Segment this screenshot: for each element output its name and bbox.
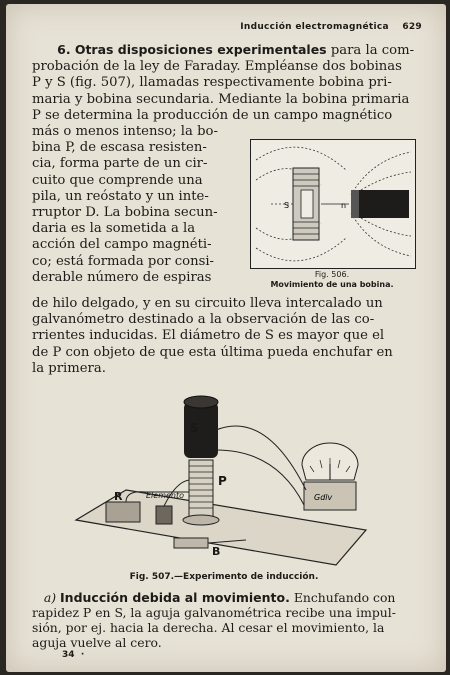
cont-line: la primera. bbox=[32, 360, 106, 376]
header-title: Inducción electromagnética bbox=[240, 22, 389, 32]
page-mark: · bbox=[80, 650, 85, 660]
figure-506-illustration bbox=[250, 139, 416, 269]
fig506-label-s: S bbox=[284, 201, 290, 210]
fig507-label-p: P bbox=[218, 474, 227, 488]
cont-line: rrientes inducidas. El diámetro de S es mayor que el bbox=[32, 328, 385, 344]
intro-line: P y S (fig. 507), llamadas respectivamente bobina pri- bbox=[32, 75, 392, 91]
intro-line: P se determina la producción de un campo magnético bbox=[32, 107, 393, 123]
para-a-heading: Inducción debida al movimiento. bbox=[60, 590, 290, 605]
column-text bbox=[32, 124, 242, 286]
intro-line: probación de la ley de Faraday. Empléanse dos bobinas bbox=[32, 59, 402, 75]
running-header bbox=[230, 22, 422, 32]
intro-line: maria y bobina secundaria. Mediante la bobina primaria bbox=[32, 91, 410, 107]
column-line: pila, un reóstato y un inte- bbox=[32, 188, 209, 204]
para-a-line: a) Inducción debida al movimiento. Enchufando con bbox=[43, 590, 396, 605]
page-number: 34 · bbox=[62, 650, 85, 660]
fig507-label-b: B bbox=[212, 545, 221, 558]
fig507-label-s: S bbox=[190, 421, 199, 435]
fig506-label-n: n bbox=[341, 201, 347, 210]
intro-line: 6. Otras disposiciones experimentales para la com- bbox=[57, 42, 415, 58]
cont-line: de P con objeto de que esta última pueda enchufar en bbox=[32, 344, 393, 360]
figure-506-caption bbox=[244, 270, 420, 290]
section-heading: Otras disposiciones experimentales bbox=[74, 42, 327, 57]
para-a-marker: a) bbox=[43, 590, 57, 605]
column-line: cuito que comprende una bbox=[32, 172, 203, 188]
figure-507-illustration bbox=[66, 390, 376, 570]
column-line: más o menos intenso; la bo- bbox=[32, 124, 218, 139]
column-line: co; está formada por consi- bbox=[32, 253, 215, 269]
column-line: acción del campo magnéti- bbox=[32, 237, 212, 253]
para-a-line: aguja vuelve al cero. bbox=[32, 635, 162, 650]
fig506-caption-number: Fig. 506. bbox=[314, 270, 350, 279]
section-intro bbox=[32, 42, 416, 124]
column-line: derable número de espiras bbox=[32, 269, 212, 285]
column-line: bina P, de escasa resisten- bbox=[32, 140, 207, 156]
section-number: 6. bbox=[57, 42, 71, 57]
para-a-line: rapidez P en S, la aguja galvanométrica recibe una impul- bbox=[32, 605, 396, 620]
figure-507-caption: Fig. 507.—Experimento de inducción. bbox=[129, 572, 319, 582]
fig507-label-elemento: Elemento bbox=[146, 491, 185, 500]
fig506-caption-text: Movimiento de una bobina. bbox=[270, 280, 394, 289]
header-page-number: 629 bbox=[402, 22, 422, 32]
section-continuation bbox=[32, 296, 416, 377]
fig507-label-gdlv: Gdlv bbox=[314, 493, 333, 502]
fig507-label-r: R bbox=[114, 490, 123, 503]
column-line: rruptor D. La bobina secun- bbox=[32, 205, 218, 221]
para-a-line: sión, por ej. hacia la derecha. Al cesar el movimiento, la bbox=[32, 620, 385, 635]
paragraph-a bbox=[32, 590, 416, 650]
book-page bbox=[6, 4, 446, 672]
cont-line: de hilo delgado, y en su circuito lleva intercalado un bbox=[32, 296, 383, 311]
column-line: cia, forma parte de un cir- bbox=[32, 156, 208, 172]
cont-line: galvanómetro destinado a la observación de las co- bbox=[32, 312, 375, 328]
column-line: daria es la sometida a la bbox=[32, 221, 196, 237]
